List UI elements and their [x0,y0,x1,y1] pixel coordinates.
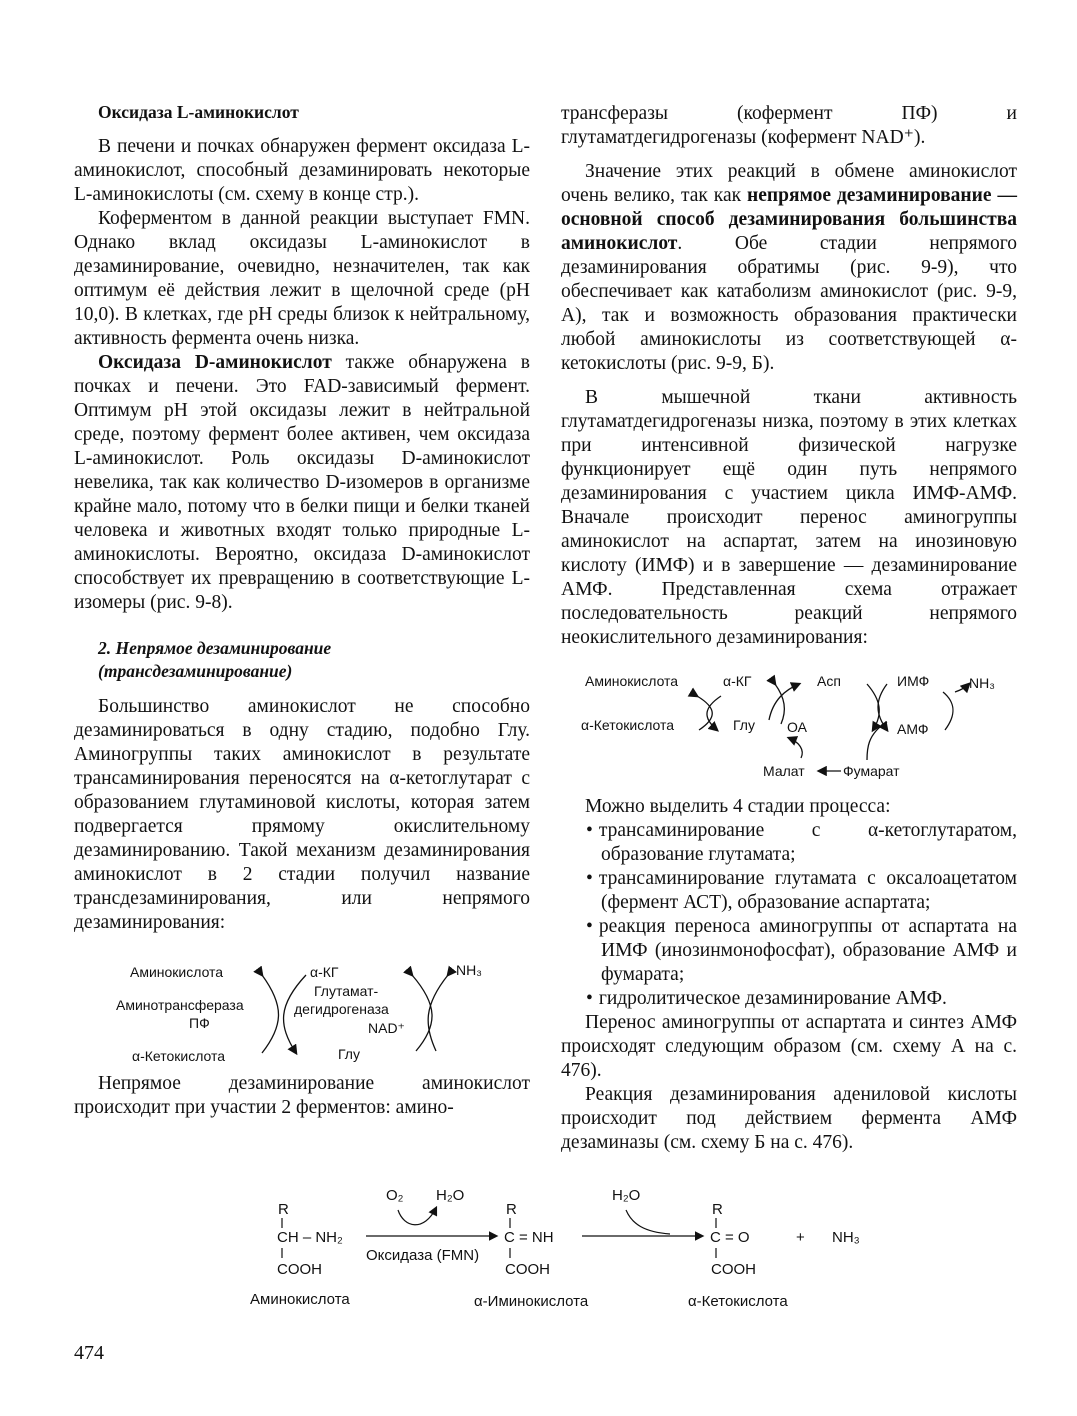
paragraph: трансферазы (кофермент ПФ) и глутаматдегидрогеназы (кофермент NAD⁺). [561,103,1017,148]
list-item: • трансаминирование глутамата с оксалоацетатом (фермент АСТ), образование аспартата; [561,867,1017,915]
cycle-glu: Глу [733,717,755,733]
reaction-nh3: NH₃ [832,1229,860,1246]
reaction-label-aminoacid: Аминокислота [250,1291,350,1308]
paragraph: Реакция дезаминирования адениловой кислоты происходит под действием фермента АМФ дезаминазы (см. схему Б на с. 476). [561,1084,1017,1153]
heading-indirect-deamination: 2. Непрямое дезаминирование (трансдезаминирование) [98,638,332,681]
cycle-nh3: NH₃ [969,675,995,691]
list-item: • трансаминирование с α-кетоглутаратом, образование глутамата; [561,819,1017,867]
reaction-h2o-1: H₂O [436,1187,465,1204]
scheme-nh3: NH₃ [456,962,482,978]
reaction-r2: R [506,1201,517,1218]
paragraph: Значение этих реакций в обмене аминокислот очень велико, так как непрямое дезаминирование — основной способ дезаминирования большинства аминокислот. Обе стадии непрямого дезаминирования обратимы (рис. 9-9), что обеспечивает как катаболизм аминокислот (рис. 9-9, А), так и возможность образования практически любой аминокислоты из соответствующей α-кетокислоты (рис. 9-9, Б). [561,161,1017,374]
cycle-ketoacid: α-Кетокислота [581,717,675,733]
reaction-cooh3: COOH [711,1261,756,1278]
reaction-label-ketoacid: α-Кетокислота [688,1293,788,1310]
scheme-gdh-2: дегидрогеназа [294,1001,389,1017]
list-item: • реакция переноса аминогруппы от аспартата на ИМФ (инозинмонофосфат), образование АМФ и фумарата; [561,915,1017,987]
list-item: • гидролитическое дезаминирование АМФ. [561,987,1017,1011]
bold-term: Оксидаза D-аминокислот [98,352,332,373]
scheme-aminoacid: Аминокислота [130,964,224,980]
paragraph: Коферментом в данной реакции выступает FMN. Однако вклад оксидазы L-аминокислот в дезаминирование, очевидно, незначителен, так как оптимум её действия лежит в щелочной среде (pH 10,0). В клетках, где pH среды близок к нейтральному, активность фермента очень низка. [74,208,530,349]
bold-statement: непрямое дезаминирование — основной способ дезаминирования большинства аминокислот [561,185,1017,254]
reaction-ch-nh2: CH – NH₂ [277,1229,343,1246]
reaction-cooh2: COOH [505,1261,550,1278]
oxidase-reaction-scheme [240,1178,880,1318]
cycle-aminoacid: Аминокислота [585,673,679,689]
cycle-amp: АМФ [897,721,929,737]
paragraph: В мышечной ткани активность глутаматдегидрогеназы низка, поэтому в этих клетках при интенсивной физической нагрузке функционирует ещё один путь непрямого дезаминирования с участием цикла ИМФ-АМФ. Вначале происходит перенос аминогруппы аминокислот на аспартат, затем на инозиновую кислоту (ИМФ) и в завершение — дезаминирование АМФ. Представленная схема отражает последовательность реакций непрямого неокислительного дезаминирования: [561,387,1017,648]
reaction-r3: R [712,1201,723,1218]
cycle-fumarate: Фумарат [843,763,900,779]
cycle-imp: ИМФ [897,673,930,689]
paragraph: Большинство аминокислот не способно дезаминироваться в одну стадию, подобно Глу. Аминогруппы таких аминокислот в результате трансаминирования переносятся на α-кетоглутарат с образованием глутаминовой кислоты, которая затем подвергается прямому окислительному дезаминированию. Такой механизм дезаминирования аминокислот в 2 стадии получил название трансдезаминирования, или непрямого дезаминирования: [74,696,530,933]
reaction-plus: + [796,1229,805,1246]
reaction-cooh1: COOH [277,1261,322,1278]
paragraph: Оксидаза D-аминокислот также обнаружена в почках и печени. Это FAD-зависимый фермент. Оптимум pH этой оксидазы лежит в нейтральной среде, поэтому фермент более активен, чем оксидаза L-аминокислот. Роль оксидазы D-аминокислот невелика, так как количество D-изомеров в организме крайне мало, потому что в белки пищи и белки тканей человека и животных входят только природные L-аминокислоты. Вероятно, оксидаза D-аминокислот способствует их превращению в соответствующие L-изомеры (рис. 9-8). [74,352,530,613]
reaction-label-iminoacid: α-Иминокислота [474,1293,589,1310]
reaction-c-o: C = O [710,1229,750,1246]
right-column [561,102,1017,1155]
scheme-akg: α-КГ [310,964,339,980]
scheme-ketoacid: α-Кетокислота [132,1048,226,1064]
scheme-nad: NAD⁺ [368,1020,405,1036]
page-number: 474 [74,1342,104,1364]
cycle-asp: Асп [817,673,841,689]
reaction-r1: R [278,1201,289,1218]
paragraph: Перенос аминогруппы от аспартата и синтез АМФ происходят следующим образом (см. схему А на с. 476). [561,1012,1017,1081]
cycle-oa: ОА [787,719,807,735]
scheme-gdh-1: Глутамат- [314,983,379,999]
stages-list [561,819,1017,1011]
left-column [74,102,530,1120]
imp-amp-cycle-scheme [561,650,1017,780]
cycle-akg: α-КГ [723,673,752,689]
scheme-pf: ПФ [189,1015,210,1031]
paragraph: Непрямое дезаминирование аминокислот происходит при участии 2 ферментов: амино- [74,1073,530,1118]
cycle-malate: Малат [763,763,805,779]
reaction-o2: O₂ [386,1187,404,1204]
heading-oxidase-l: Оксидаза L-аминокислот [98,102,299,122]
reaction-c-nh: C = NH [504,1229,554,1246]
paragraph: Можно выделить 4 стадии процесса: [585,796,891,817]
scheme-transferase: Аминотрансфераза [116,997,244,1013]
reaction-enzyme: Оксидаза (FMN) [366,1247,480,1264]
paragraph: В печени и почках обнаружен фермент оксидаза L-аминокислот, способный дезаминировать некоторые L-аминокислоты (см. схему в конце стр.). [74,136,530,205]
scheme-glu: Глу [338,1046,360,1062]
reaction-h2o-2: H₂O [612,1187,641,1204]
transdeamination-scheme [74,935,530,1064]
